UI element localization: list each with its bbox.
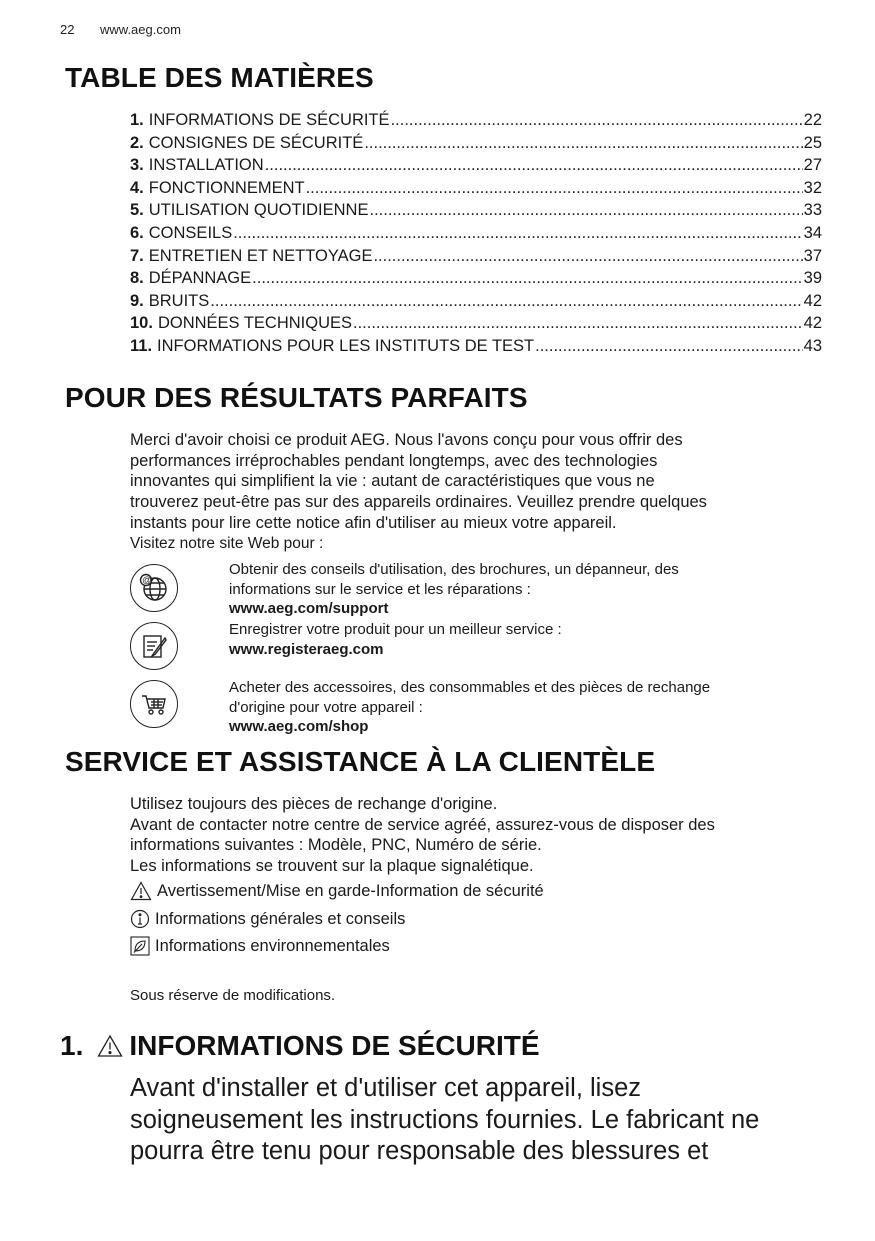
- warning-triangle-icon: [130, 881, 152, 901]
- symbol-info: [130, 909, 405, 929]
- toc-entry[interactable]: [130, 156, 822, 179]
- results-line: instants pour lire cette notice afin d'utiliser au mieux votre appareil.: [130, 513, 617, 532]
- results-line: innovantes qui simplifient la vie : autant de caractéristiques que vous ne: [130, 472, 655, 491]
- toc-entry[interactable]: [130, 224, 822, 247]
- page-number: 22: [60, 22, 75, 37]
- safety-line: soigneusement les instructions fournies. Le fabricant ne: [130, 1105, 760, 1134]
- warning-triangle-icon: [97, 1034, 123, 1058]
- toc-leader: [353, 314, 803, 333]
- toc-entry-number: 3.: [130, 156, 144, 175]
- shop-line: d'origine pour votre appareil :: [229, 698, 423, 716]
- toc-entry-page: 32: [803, 178, 822, 197]
- toc-entry-label: INSTALLATION: [148, 156, 264, 175]
- info-circle-icon: [130, 909, 150, 929]
- toc-leader: [233, 224, 802, 243]
- modification-note: Sous réserve de modifications.: [130, 987, 336, 1004]
- toc-leader: [252, 269, 802, 288]
- toc-entry-label: INFORMATIONS POUR LES INSTITUTS DE TEST: [157, 336, 535, 355]
- table-of-contents: [130, 111, 822, 360]
- results-line: Visitez notre site Web pour :: [130, 534, 324, 552]
- toc-entry-number: 7.: [130, 246, 144, 265]
- toc-entry[interactable]: [130, 111, 822, 134]
- toc-leader: [369, 201, 802, 220]
- symbol-label: Informations environnementales: [155, 936, 390, 955]
- safety-line: Avant d'installer et d'utiliser cet appareil, lisez: [130, 1074, 642, 1102]
- results-line: Merci d'avoir choisi ce produit AEG. Nous l'avons conçu pour vous offrir des: [130, 431, 683, 449]
- register-notepad-icon: [130, 622, 178, 670]
- toc-entry-page: 37: [803, 246, 822, 265]
- support-line: Obtenir des conseils d'utilisation, des brochures, un dépanneur, des: [229, 561, 679, 578]
- results-line: performances irréprochables pendant longtemps, avec des technologies: [130, 451, 658, 470]
- toc-entry[interactable]: [130, 201, 822, 224]
- register-link[interactable]: www.registeraeg.com: [229, 640, 384, 658]
- results-paragraph: [130, 430, 810, 554]
- service-title: SERVICE ET ASSISTANCE À LA CLIENTÈLE: [65, 746, 656, 777]
- toc-entry-label: BRUITS: [148, 291, 210, 310]
- symbol-warning: [130, 881, 544, 901]
- toc-entry[interactable]: [130, 247, 822, 270]
- toc-leader: [535, 337, 803, 356]
- toc-entry-label: CONSIGNES DE SÉCURITÉ: [148, 133, 364, 152]
- safety-line: pourra être tenu pour responsable des blessures et: [130, 1137, 709, 1165]
- toc-entry-page: 42: [803, 314, 822, 333]
- toc-entry-label: DONNÉES TECHNIQUES: [157, 314, 352, 333]
- toc-entry[interactable]: [130, 292, 822, 315]
- toc-entry-number: 2.: [130, 133, 144, 152]
- globe-at-icon: [130, 564, 178, 612]
- register-line: Enregistrer votre produit pour un meilleur service :: [229, 621, 562, 638]
- shop-text: [229, 678, 809, 737]
- toc-entry[interactable]: [130, 337, 822, 360]
- toc-entry-label: DÉPANNAGE: [148, 269, 252, 288]
- toc-leader: [373, 247, 802, 266]
- safety-number: 1.: [60, 1030, 84, 1061]
- page-header: [60, 22, 181, 37]
- toc-leader: [210, 292, 802, 311]
- toc-entry-page: 25: [803, 133, 822, 152]
- toc-entry-number: 9.: [130, 291, 144, 310]
- toc-entry-page: 27: [803, 156, 822, 175]
- support-text: [229, 560, 809, 619]
- toc-entry-number: 10.: [130, 314, 153, 333]
- results-title: POUR DES RÉSULTATS PARFAITS: [65, 382, 528, 413]
- symbol-environment: [130, 936, 390, 956]
- toc-entry-page: 42: [803, 291, 822, 310]
- support-link[interactable]: www.aeg.com/support: [229, 600, 389, 617]
- toc-title: TABLE DES MATIÈRES: [65, 62, 374, 93]
- toc-entry[interactable]: [130, 179, 822, 202]
- toc-entry-page: 33: [803, 201, 822, 220]
- toc-entry-number: 5.: [130, 201, 144, 220]
- service-line: Avant de contacter notre centre de service agréé, assurez-vous de disposer des: [130, 815, 715, 834]
- toc-entry-number: 11.: [130, 336, 153, 355]
- svg-text:@: @: [142, 575, 152, 585]
- toc-entry-label: UTILISATION QUOTIDIENNE: [148, 201, 369, 220]
- toc-entry[interactable]: [130, 269, 822, 292]
- toc-entry-number: 4.: [130, 178, 144, 197]
- toc-entry-page: 34: [803, 223, 822, 242]
- leaf-icon: [130, 936, 150, 956]
- toc-entry-label: FONCTIONNEMENT: [148, 178, 305, 197]
- safety-paragraph: [130, 1073, 830, 1168]
- shop-line: Acheter des accessoires, des consommables et des pièces de rechange: [229, 679, 711, 696]
- toc-entry-label: ENTRETIEN ET NETTOYAGE: [148, 246, 373, 265]
- shop-link[interactable]: www.aeg.com/shop: [229, 718, 369, 735]
- toc-entry-page: 39: [803, 269, 822, 288]
- service-paragraph: [130, 794, 810, 877]
- results-line: trouverez peut-être pas sur des appareils ordinaires. Veuillez prendre quelques: [130, 493, 707, 512]
- toc-leader: [265, 156, 803, 175]
- toc-entry-label: CONSEILS: [148, 223, 233, 242]
- support-line: informations sur le service et les réparations :: [229, 580, 531, 598]
- toc-leader: [364, 134, 802, 153]
- service-line: Les informations se trouvent sur la plaque signalétique.: [130, 857, 534, 876]
- service-line: Utilisez toujours des pièces de rechange d'origine.: [130, 795, 498, 813]
- safety-title: INFORMATIONS DE SÉCURITÉ: [129, 1030, 540, 1061]
- safety-heading: [60, 1030, 540, 1062]
- toc-entry-number: 8.: [130, 269, 144, 288]
- toc-entry-number: 1.: [130, 111, 144, 129]
- toc-entry-page: 22: [803, 111, 822, 129]
- toc-entry-page: 43: [803, 336, 822, 355]
- toc-entry[interactable]: [130, 314, 822, 337]
- symbol-label: Avertissement/Mise en garde-Information de sécurité: [157, 881, 544, 900]
- shopping-cart-icon: [130, 680, 178, 728]
- toc-entry[interactable]: [130, 134, 822, 157]
- website-link[interactable]: www.aeg.com: [100, 22, 181, 37]
- register-text: [229, 620, 809, 659]
- toc-leader: [391, 111, 803, 130]
- toc-leader: [306, 179, 803, 198]
- symbol-label: Informations générales et conseils: [155, 909, 406, 928]
- toc-entry-label: INFORMATIONS DE SÉCURITÉ: [148, 111, 390, 129]
- toc-entry-number: 6.: [130, 223, 144, 242]
- service-line: informations suivantes : Modèle, PNC, Numéro de série.: [130, 836, 542, 855]
